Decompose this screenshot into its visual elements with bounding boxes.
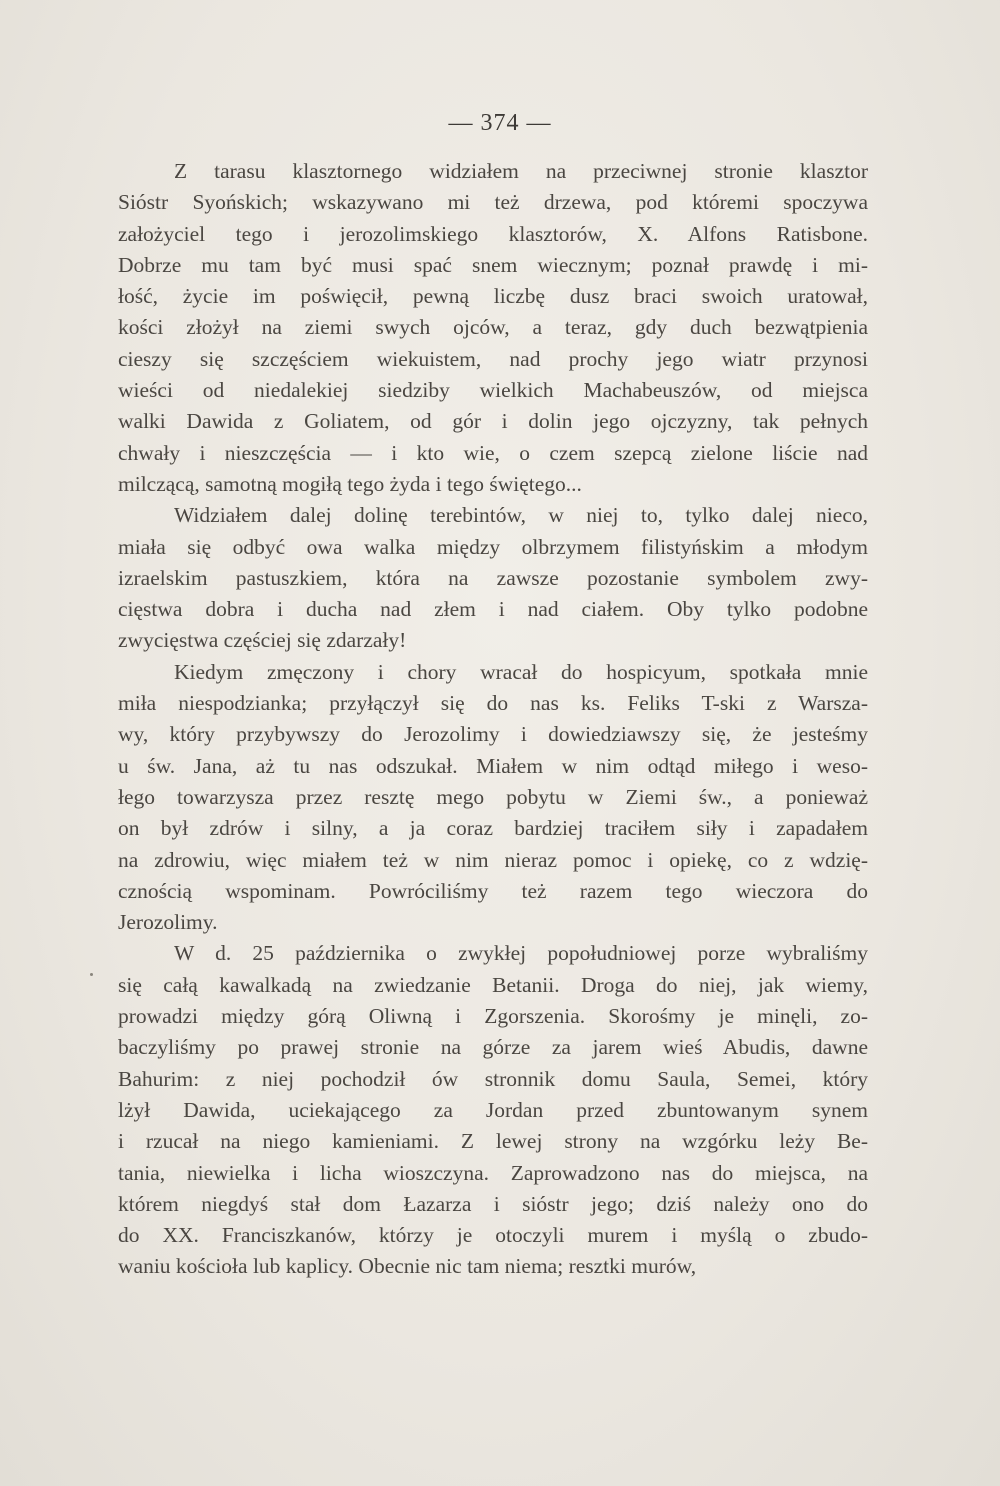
text-line: łego towarzysza przez resztę mego pobytu w Ziemi św., a ponieważ (118, 784, 868, 809)
text-line: na zdrowiu, więc miałem też w nim nieraz pomoc i opiekę, co z wdzię- (118, 847, 868, 872)
text-line: on był zdrów i silny, a ja coraz bardziej traciłem siły i zapadałem (118, 816, 868, 841)
text-line: miła niespodzianka; przyłączył się do nas ks. Feliks T-ski z Warsza- (118, 691, 868, 716)
text-line: prowadzi między górą Oliwną i Zgorszenia. Skorośmy je minęli, zo- (118, 1004, 868, 1029)
text-line: wieści od niedalekiej siedziby wielkich Machabeuszów, od miejsca (118, 378, 868, 403)
text-line: Kiedym zmęczony i chory wracał do hospicyum, spotkała mnie (174, 659, 868, 684)
text-line: milczącą, samotną mogiłą tego żyda i tego świętego... (118, 471, 582, 496)
print-speck (90, 973, 93, 976)
text-line: założyciel tego i jerozolimskiego klasztorów, X. Alfons Ratisbone. (118, 221, 868, 246)
text-line: chwały i nieszczęścia — i kto wie, o czem szepcą zielone liście nad (118, 440, 868, 465)
body-text (118, 156, 868, 1283)
text-line: Z tarasu klasztornego widziałem na przeciwnej stronie klasztor (174, 159, 868, 183)
text-line: izraelskim pastuszkiem, która na zawsze pozostanie symbolem zwy- (118, 565, 868, 590)
text-line: u św. Jana, aż tu nas odszukał. Miałem w nim odtąd miłego i weso- (118, 753, 868, 778)
text-line: walki Dawida z Goliatem, od gór i dolin jego ojczyzny, tak pełnych (118, 409, 868, 434)
text-line: wy, który przybywszy do Jerozolimy i dowiedziawszy się, że jesteśmy (118, 722, 868, 747)
text-line: zwycięstwa częściej się zdarzały! (118, 628, 407, 653)
text-line: baczyliśmy po prawej stronie na górze za jarem wieś Abudis, dawne (118, 1035, 868, 1060)
text-line: tania, niewielka i licha wioszczyna. Zaprowadzono nas do miejsca, na (118, 1160, 868, 1185)
text-line: Widziałem dalej dolinę terebintów, w niej to, tylko dalej nieco, (174, 503, 868, 528)
text-line: waniu kościoła lub kaplicy. Obecnie nic tam niema; resztki murów, (118, 1254, 697, 1279)
text-line: cieszy się szczęściem wiekuistem, nad prochy jego wiatr przynosi (118, 346, 868, 371)
text-line: cznością wspominam. Powróciliśmy też razem tego wieczora do (118, 878, 868, 903)
text-line: którem niegdyś stał dom Łazarza i sióstr jego; dziś należy ono do (118, 1191, 868, 1216)
text-line: łość, życie im poświęcił, pewną liczbę dusz braci swoich uratował, (118, 284, 868, 309)
text-line: się całą kawalkadą na zwiedzanie Betanii. Droga do niej, jak wiemy, (118, 972, 868, 997)
text-line: cięstwa dobra i ducha nad złem i nad ciałem. Oby tylko podobne (118, 597, 868, 622)
text-line: W d. 25 października o zwykłej popołudniowej porze wybraliśmy (174, 941, 868, 966)
page-number: — 374 — (448, 110, 552, 136)
text-line: Sióstr Syońskich; wskazywano mi też drzewa, pod któremi spoczywa (118, 190, 868, 215)
text-line: Bahurim: z niej pochodził ów stronnik domu Saula, Semei, który (118, 1066, 868, 1091)
text-line: do XX. Franciszkanów, którzy je otoczyli murem i myślą o zbudo- (118, 1223, 868, 1248)
text-line: Jerozolimy. (118, 910, 218, 935)
text-line: miała się odbyć owa walka między olbrzymem filistyńskim a młodym (118, 534, 868, 559)
text-line: i rzucał na niego kamieniami. Z lewej strony na wzgórku leży Be- (118, 1129, 868, 1154)
text-line: lżył Dawida, uciekającego za Jordan przed zbuntowanym synem (118, 1097, 868, 1122)
text-line: kości złożył na ziemi swych ojców, a teraz, gdy duch bezwątpienia (118, 315, 868, 340)
text-line: Dobrze mu tam być musi spać snem wiecznym; poznał prawdę i mi- (118, 252, 868, 277)
